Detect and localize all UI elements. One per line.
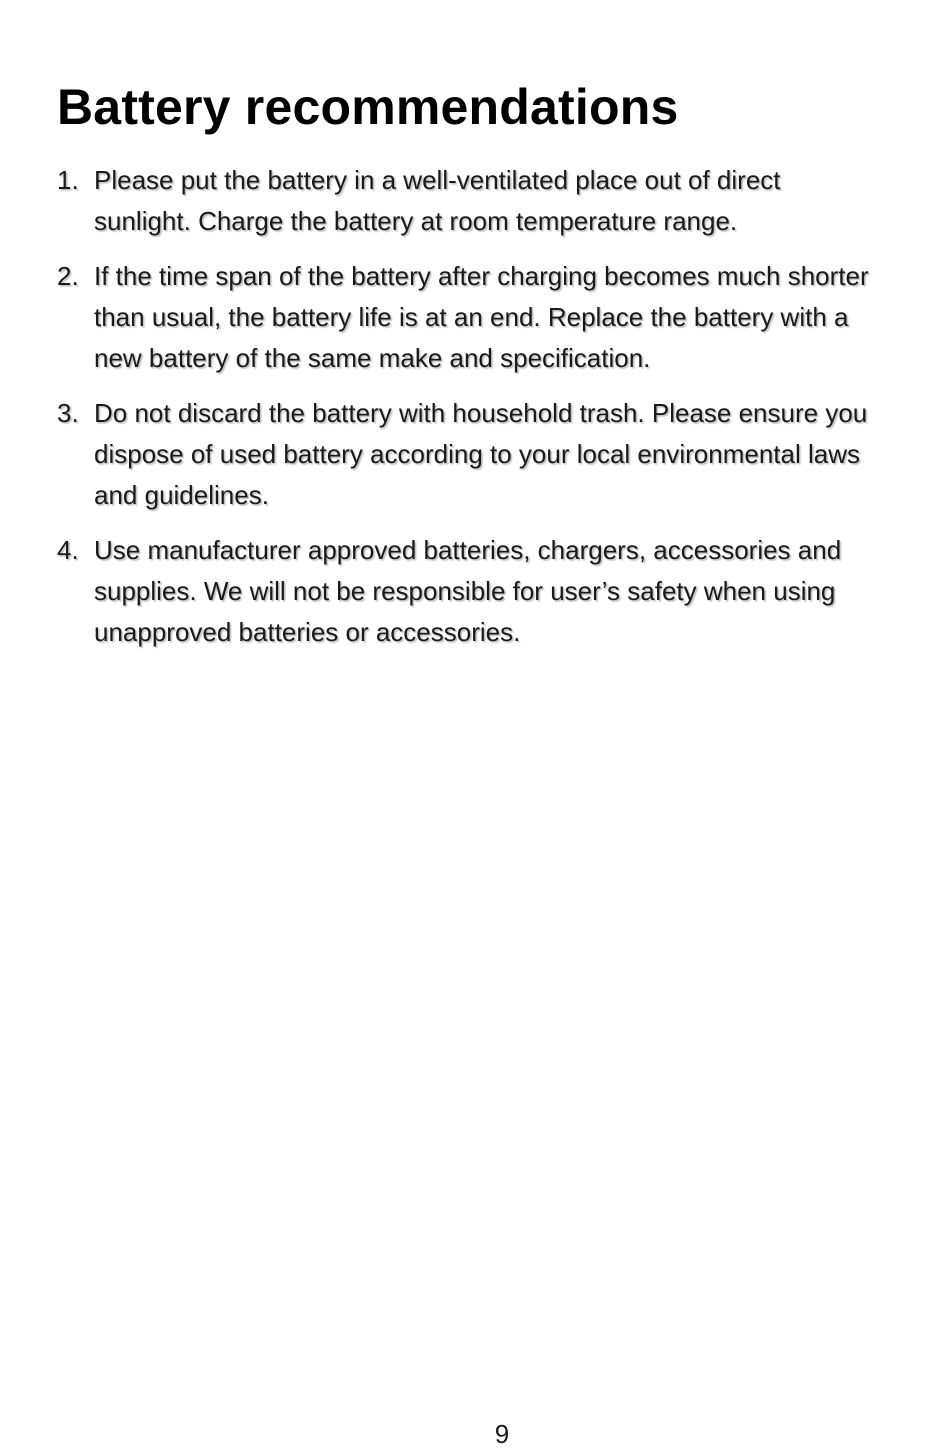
- page-title: Battery recommendations: [57, 79, 679, 135]
- page-number: 9: [494, 1419, 510, 1449]
- list-item-number: 4.: [57, 535, 79, 565]
- list-item-number: 2.: [57, 261, 79, 291]
- recommendation-list: [57, 160, 877, 667]
- list-item-text: If the time span of the battery after charging becomes much shorter than usual, the battery life is at an end. Replace the battery with a new battery of the same make and specification.: [94, 261, 869, 373]
- list-item-number: 3.: [57, 398, 79, 428]
- list-item-text: Do not discard the battery with household trash. Please ensure you dispose of used battery according to your local environmental laws and guidelines.: [94, 398, 868, 510]
- list-item: [57, 530, 877, 653]
- list-item: [57, 160, 877, 242]
- list-item: [57, 256, 877, 379]
- list-item-text: Please put the battery in a well-ventilated place out of direct sunlight. Charge the battery at room temperature range.: [94, 165, 781, 236]
- list-item: [57, 393, 877, 516]
- list-item-text: Use manufacturer approved batteries, chargers, accessories and supplies. We will not be responsible for user’s safety when using unapproved batteries or accessories.: [94, 535, 842, 647]
- list-item-number: 1.: [57, 165, 79, 195]
